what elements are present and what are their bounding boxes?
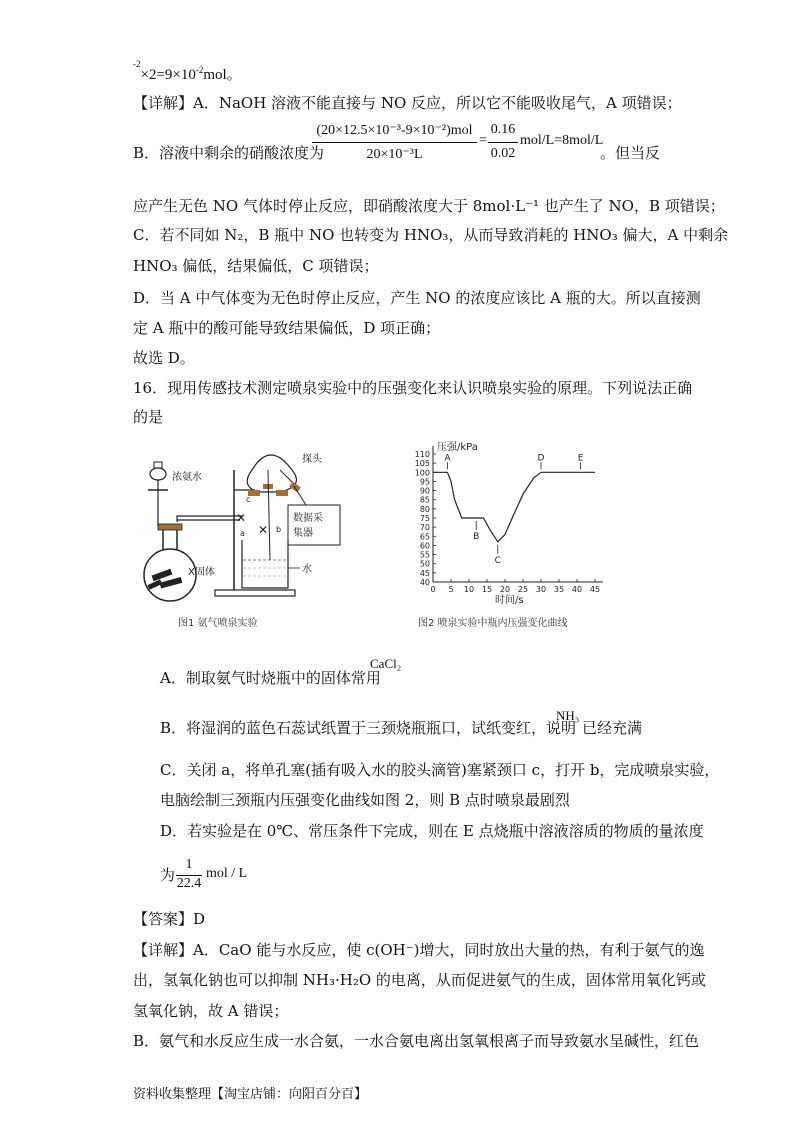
figure-1-caption: 图1 氨气喷泉实验 [178,618,258,629]
x-tick-label: 25 [517,585,529,594]
y-tick-label: 95 [419,477,430,487]
x-tick-label: 15 [481,585,493,594]
detail-line-6: D．当 A 中气体变为无色时停止反应，产生 NO 的浓度应该比 A 瓶的大。所以直接测 [133,289,701,307]
data-collector-box [288,505,340,545]
separatory-funnel [148,462,168,526]
y-tick-label: 85 [419,495,430,505]
chart-ylabel: 压强/kPa [437,442,478,453]
clip-a-icon: ✕ [236,511,247,525]
y-tick-label: 60 [419,541,430,551]
option-b-formula: NH₃ [556,708,580,723]
label-b: b [276,525,282,534]
detail-line-7: 定 A 瓶中的酸可能导致结果偏低，D 项正确； [133,319,441,337]
detail-line-3: 应产生无色 NO 气体时停止反应，即硝酸浓度大于 8mol·L⁻¹ 也产生了 NO，B 项错误； [133,197,725,215]
detail-line-4: C．若不同如 N₂，B 瓶中 NO 也转变为 HNO₃，从而导致消耗的 HNO₃ 偏大，A 中剩余 [133,226,729,244]
analysis-line-4: B．氨气和水反应生成一水合氨，一水合氨电离出氢氧根离子而导致氨水呈碱性，红色 [133,1032,700,1050]
detail-line-8: 故选 D。 [133,349,195,367]
option-a-text: A．制取氨气时烧瓶中的固体常用 [160,669,381,687]
option-d-numerator: 1 [185,857,193,872]
fraction-1-bar [312,142,477,143]
water-beaker [242,540,288,588]
x-tick-label: 10 [463,585,475,594]
analysis-line-2: 出，氢氧化钠也可以抑制 NH₃·H₂O 的电离，从而促进氨气的生成，固体常用氧化钙或 [133,971,706,989]
x-tick-label: 35 [553,585,565,594]
x-tick-label: 0 [430,585,436,594]
x-tick-label: 45 [589,585,601,594]
x-tick-label: 20 [499,585,511,594]
detail-line-a: 【详解】A．NaOH 溶液不能直接与 NO 反应，所以它不能吸收尾气，A 项错误； [133,94,682,112]
annotation-E: E [577,453,584,464]
superscript: -2 [195,65,204,75]
x-tick-label: 30 [535,585,547,594]
x-tick-label: 5 [448,585,454,594]
annotation-B: B [473,532,480,542]
result-text: mol/L=8mol/L [520,133,604,148]
y-tick-label: 65 [419,532,430,542]
label-a: a [240,529,245,538]
figure-2-pressure-chart [405,440,615,608]
option-d-denominator: 22.4 [176,876,202,891]
page-footer: 资料收集整理【淘宝店铺：向阳百分百】 [133,1087,368,1102]
option-c-line-2: 电脑绘制三颈瓶内压强变化曲线如图 2，则 B 点时喷泉最剧烈 [160,791,570,809]
label-x-solid: X固体 [188,567,215,578]
fraction-1-denominator: 20×10⁻³L [366,147,423,162]
option-d-line-1: D．若实验是在 0℃、常压条件下完成，则在 E 点烧瓶中溶液溶质的物质的量浓度 [160,822,704,840]
option-a-formula: CaCl₂ [370,656,402,671]
text-span: ×2=9×10 [140,67,196,83]
annotation-A: A [444,453,451,464]
label-c: c [246,495,251,504]
superscript: -2 [133,59,141,69]
x-solid-block [147,569,182,590]
option-b-text: B．将湿润的蓝色石蕊试纸置于三颈烧瓶瓶口，试纸变红，说明 [160,719,577,737]
equals-sign: = [479,133,487,148]
y-tick-label: 100 [414,468,430,478]
figure-1-apparatus [130,440,350,605]
label-ammonia-water: 浓氨水 [172,472,202,483]
chart-xlabel: 时间/s [495,595,524,606]
y-tick-label: 70 [419,523,430,533]
label-water: 水 [302,564,312,575]
question-16-line-2: 的是 [133,408,164,426]
y-tick-label: 80 [419,504,430,514]
y-tick-label: 45 [419,568,430,578]
fraction-2-numerator: 0.16 [490,122,516,137]
y-tick-label: 50 [419,559,430,569]
option-b-end: 已经充满 [582,719,643,737]
y-tick-label: 40 [419,578,430,587]
y-tick-label: 90 [419,486,430,496]
y-tick-label: 75 [419,514,430,523]
y-tick-label: 55 [419,550,430,560]
detail-line-5: HNO₃ 偏低，结果偏低，C 项错误； [133,257,379,275]
fraction-2-bar [488,142,518,143]
option-d-unit: mol / L [206,866,248,881]
x-tick-label: 40 [571,585,583,594]
option-d-prefix: 为 [160,866,176,884]
option-c-line-1: C．关闭 a，将单孔塞(插有吸入水的胶头滴管)塞紧颈口 c，打开 b，完成喷泉实验， [160,761,720,779]
label-collector-1: 数据采 [293,513,323,524]
analysis-line-1: 【详解】A．CaO 能与水反应，使 c(OH⁻)增大，同时放出大量的热，有利于氨气的逸 [133,941,705,959]
figure-2-caption: 图2 喷泉实验中瓶内压强变化曲线 [418,618,568,629]
label-probe: 探头 [302,454,322,465]
clip-b-icon: ✕ [258,523,269,537]
fraction-1-numerator: (20×12.5×10⁻³-9×10⁻²)mol [316,123,473,138]
pressure-curve [433,472,595,542]
y-tick-label: 110 [414,450,430,459]
annotation-D: D [537,453,545,464]
detail-line-b-end: 。但当反 [600,144,661,162]
answer-line: 【答案】D [133,910,206,928]
text-line-continuation [133,60,242,85]
text-span: mol。 [203,67,242,83]
fraction-2-denominator: 0.02 [490,146,516,161]
question-16-line-1: 16．现用传感技术测定喷泉实验中的压强变化来认识喷泉实验的原理。下列说法正确 [133,379,693,397]
analysis-line-3: 氢氧化钠，故 A 错误； [133,1002,289,1020]
y-tick-label: 105 [414,459,430,469]
annotation-C: C [494,555,501,566]
label-collector-2: 集器 [293,528,313,539]
detail-line-b-prefix: B．溶液中剩余的硝酸浓度为 [133,144,325,162]
